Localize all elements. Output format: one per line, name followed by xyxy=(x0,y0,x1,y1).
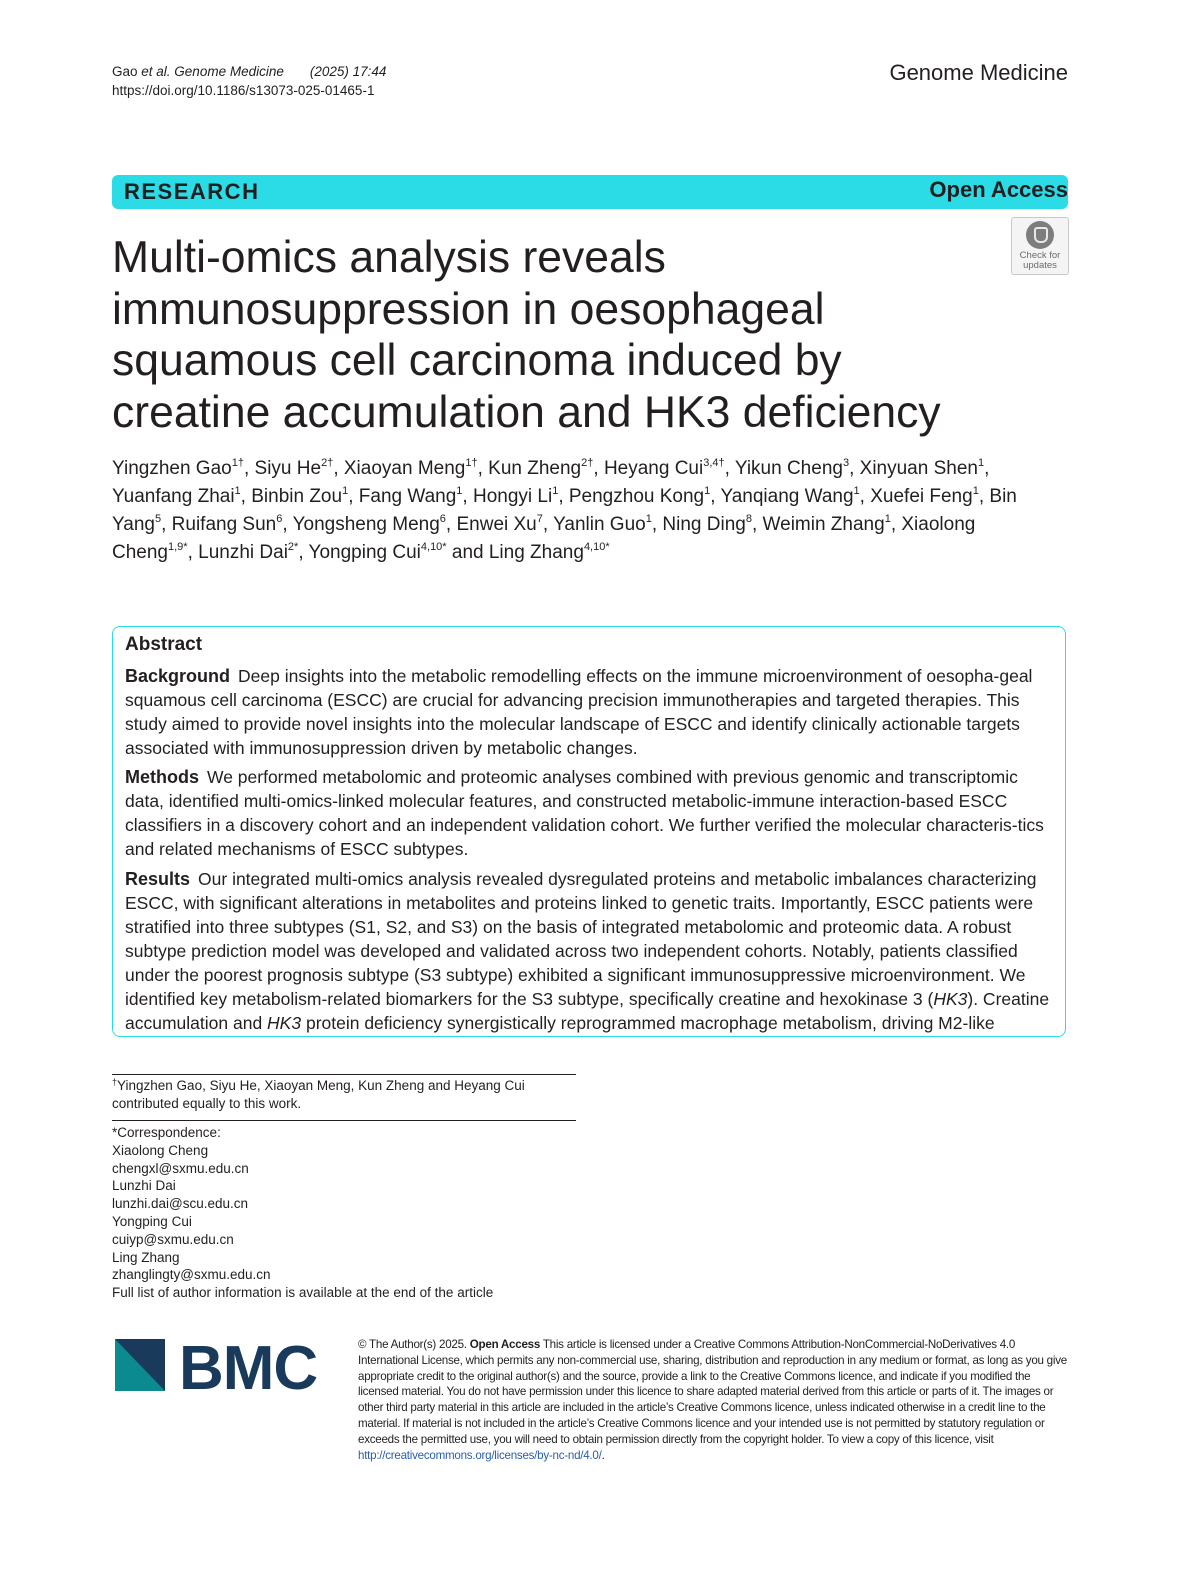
author-affiliation: 6 xyxy=(276,513,283,525)
bmc-logo-text: BMC xyxy=(179,1338,318,1392)
citation-year-volume: (2025) 17:44 xyxy=(309,64,387,79)
citation-journal: et al. Genome Medicine xyxy=(141,64,284,79)
citation-header xyxy=(112,62,386,100)
correspondent-email[interactable]: chengxl@sxmu.edu.cn xyxy=(112,1160,249,1176)
abstract-methods xyxy=(125,765,1057,861)
author-affiliation: 1 xyxy=(234,485,241,497)
license-end: . xyxy=(601,1448,605,1462)
correspondent-email[interactable]: lunzhi.dai@scu.edu.cn xyxy=(112,1196,249,1212)
author-affiliation: 3,4† xyxy=(703,457,725,469)
author-name[interactable]: Pengzhou Kong xyxy=(568,486,705,507)
background-label: Background xyxy=(125,666,231,686)
author-name[interactable]: Yongsheng Meng xyxy=(292,514,440,535)
author-affiliation: 1† xyxy=(465,457,478,469)
doi-link[interactable]: https://doi.org/10.1186/s13073-025-01465-1 xyxy=(112,83,375,98)
correspondent-name: Xiaolong Cheng xyxy=(112,1142,209,1158)
author-affiliation: 1 xyxy=(972,485,979,497)
citation-author: Gao xyxy=(112,64,142,79)
crossmark-icon xyxy=(1026,221,1054,249)
author xyxy=(473,486,558,507)
dagger-mark: † xyxy=(112,1077,118,1087)
author xyxy=(251,486,348,507)
author-name[interactable]: Weimin Zhang xyxy=(762,514,885,535)
author xyxy=(489,542,610,563)
journal-name: Genome Medicine xyxy=(889,60,1068,85)
author xyxy=(553,514,652,535)
author xyxy=(309,542,447,563)
author xyxy=(344,458,478,479)
license-open-access: Open Access xyxy=(469,1338,541,1351)
author xyxy=(359,486,463,507)
author-affiliation: 1 xyxy=(853,485,860,497)
article-title: Multi-omics analysis reveals immunosuppression in oesophageal squamous cell carcinoma induced by creatine accumulation and HK3 deficiency xyxy=(112,233,941,437)
footnote-divider xyxy=(112,1074,576,1075)
author-affiliation: 1 xyxy=(645,513,652,525)
author-name[interactable]: Ruifang Sun xyxy=(171,514,277,535)
author-name[interactable]: Lunzhi Dai xyxy=(198,542,288,563)
author xyxy=(112,458,244,479)
author-affiliation: 4,10* xyxy=(420,541,447,553)
author-name[interactable]: Yongping Cui xyxy=(308,542,421,563)
author-name[interactable]: Binbin Zou xyxy=(251,486,343,507)
author-name[interactable]: Hongyi Li xyxy=(472,486,553,507)
license-text xyxy=(358,1337,1070,1463)
author-name[interactable]: Xiaoyan Meng xyxy=(343,458,466,479)
author-name[interactable]: Kun Zheng xyxy=(488,458,582,479)
check-updates-text xyxy=(1012,251,1068,271)
author xyxy=(293,514,446,535)
author-affiliation: 7 xyxy=(536,513,543,525)
author xyxy=(662,514,752,535)
author-name[interactable]: Xuefei Feng xyxy=(870,486,973,507)
author-affiliation: 8 xyxy=(745,513,752,525)
correspondent-email[interactable]: zhanglingty@sxmu.edu.cn xyxy=(112,1267,271,1283)
copyright: © The Author(s) 2025. xyxy=(358,1338,467,1351)
author-info-note: Full list of author information is available at the end of the article xyxy=(112,1285,494,1301)
author xyxy=(255,458,334,479)
abstract-results xyxy=(125,867,1057,1035)
article-type-banner xyxy=(112,175,1068,209)
author xyxy=(763,514,891,535)
results-gene-2: HK3 xyxy=(267,1013,302,1033)
license-body: This article is licensed under a Creative Commons Attribution-NonCommercial-NoDerivatives 4.0 International License, which permits any non-commercial use, sharing, distribution and reproduction in any medium or format, as long as you give appropriate credit to the original author(s) and the source, provide a link to the Creative Commons licence, and indicate if you modified the licensed material. You do not have permission under this licence to share adapted material derived from this article or parts of it. The images or other third party material in this article are included in the article’s Creative Commons licence, unless indicated otherwise in a credit line to the material. If material is not included in the article’s Creative Commons licence and your intended use is not permitted by statutory regulation or exceeds the permitted use, you will need to obtain permission directly from the copyright holder. To view a copy of this licence, visit xyxy=(358,1338,1067,1446)
author-affiliation: 1 xyxy=(884,513,891,525)
correspondence-divider xyxy=(112,1120,576,1121)
bmc-logo xyxy=(115,1338,327,1392)
author xyxy=(569,486,710,507)
author-name[interactable]: Ling Zhang xyxy=(488,542,584,563)
author-name[interactable]: Yanlin Guo xyxy=(553,514,646,535)
author-name[interactable]: Xiaolong Cheng xyxy=(112,514,976,563)
author xyxy=(860,458,984,479)
author-affiliation: 6 xyxy=(439,513,446,525)
author-name[interactable]: Fang Wang xyxy=(358,486,457,507)
author-affiliation: 2† xyxy=(321,457,334,469)
article-type: RESEARCH xyxy=(124,179,260,204)
license-link[interactable]: http://creativecommons.org/licenses/by-nc-nd/4.0/ xyxy=(358,1448,602,1462)
check-for-updates-button[interactable] xyxy=(1011,217,1069,275)
author-name[interactable]: Yanqiang Wang xyxy=(720,486,854,507)
equal-contribution-note xyxy=(112,1077,552,1113)
results-text-1: Our integrated multi-omics analysis revealed dysregulated proteins and metabolic imbalances characterizing ESCC, with significant alterations in metabolites and proteins linked to genetic traits. Importantly, ESCC patients were stratified into three subtypes (S1, S2, and S3) on the basis of integrated metabolomic and proteomic data. A robust subtype prediction model was developed and validated across two independent cohorts. Notably, patients classified under the poorest prognosis subtype (S3 subtype) exhibited a significant immunosuppressive microenvironment. We identified key metabolism-related biomarkers for the S3 subtype, specifically creatine and hexokinase 3 ( xyxy=(125,869,1037,1009)
correspondence-label: *Correspondence: xyxy=(112,1125,221,1140)
author-affiliation: 1 xyxy=(342,485,349,497)
author xyxy=(456,514,542,535)
correspondent-email[interactable]: cuiyp@sxmu.edu.cn xyxy=(112,1231,234,1247)
author-affiliation: 3 xyxy=(842,457,850,469)
methods-text: We performed metabolomic and proteomic analyses combined with previous genomic and transcriptomic data, identified multi-omics-linked molecular features, and constructed metabolic-immune interaction-based ESCC classifiers in a discovery cohort and an independent validation cohort. We further verified the molecular characteris-tics and related mechanisms of ESCC subtypes. xyxy=(125,767,1044,859)
author-name[interactable]: Yuanfang Zhai xyxy=(112,486,235,507)
abstract-background xyxy=(125,664,1057,760)
author xyxy=(735,458,849,479)
author-affiliation: 1† xyxy=(231,457,244,469)
results-text-2: ). Creatine accumulation and xyxy=(125,989,1050,1033)
results-gene-1: HK3 xyxy=(933,989,968,1009)
author-affiliation: 1 xyxy=(704,485,711,497)
author-affiliation: 5 xyxy=(154,513,162,525)
open-access-label: Open Access xyxy=(929,177,1068,202)
author-affiliation: 1 xyxy=(552,485,559,497)
author-name[interactable]: Yikun Cheng xyxy=(734,458,843,479)
author-name[interactable]: Bin Yang xyxy=(112,486,1017,535)
author xyxy=(488,458,593,479)
correspondent-name: Yongping Cui xyxy=(112,1213,192,1229)
author xyxy=(172,514,283,535)
check-updates-line2: updates xyxy=(1023,260,1057,271)
abstract-heading: Abstract xyxy=(125,634,203,655)
methods-label: Methods xyxy=(125,767,199,787)
author-name[interactable]: Enwei Xu xyxy=(456,514,537,535)
author-name[interactable]: Ning Ding xyxy=(662,514,746,535)
author-list: Yingzhen Gao$^{1\dagger}$, Siyu $He^{2\dagger}$, Xiaoyan Meng$^{1\dagger}$, Kun Zheng$^{2\dagger}$, Heyang Cui$^{3,4\dagger}$, Yikun Cheng$^3$, Xinyuan Shen$^1$, Yuanfang Zhai$^1$, Binbin Zou$^1$, Fang Wang$^1$, Hongyi Li$^1$, Pengzhou Kong$^1$, Yanqiang Wang$^1$, Xuefei Feng$^1$, Bin Yang$^5$, Ruifang Sun$^6$, Yongsheng Meng$^6$, Enwei Xu$^7$, Yanlin Guo$^1$, Ning Ding$^8$, Weimin Zhang$^1$, Xiaolong Cheng$^{1,9*}$, Lunzhi Dai$^{2*}$, Yongping Cui$^{4,10*}$ and Ling Zhang$^{4,10*}$ xyxy=(112,457,1017,563)
correspondent-name: Lunzhi Dai xyxy=(112,1178,176,1194)
author-name[interactable]: Yingzhen Gao xyxy=(112,458,232,479)
author xyxy=(604,458,725,479)
author-affiliation: 1,9* xyxy=(168,541,188,553)
author-affiliation: 2† xyxy=(581,457,594,469)
correspondence-block xyxy=(112,1124,493,1302)
abstract-box xyxy=(112,626,1066,1037)
results-text-3: protein deficiency synergistically reprogrammed macrophage metabolism, driving M2-like xyxy=(301,1013,995,1033)
author xyxy=(720,486,859,507)
correspondent-name: Ling Zhang xyxy=(112,1249,180,1265)
author xyxy=(112,486,241,507)
author-affiliation: 2* xyxy=(287,541,299,553)
author-name[interactable]: Xinyuan Shen xyxy=(859,458,978,479)
check-updates-line1: Check for xyxy=(1019,250,1061,261)
author-affiliation: 1 xyxy=(977,457,985,469)
author-affiliation: 4,10* xyxy=(583,541,610,553)
author xyxy=(198,542,298,563)
author-name[interactable]: Heyang Cui xyxy=(603,458,704,479)
author-name[interactable]: Siyu He xyxy=(254,458,322,479)
author-affiliation: 1 xyxy=(456,485,463,497)
background-text: Deep insights into the metabolic remodelling effects on the immune microenvironment of oesopha-geal squamous cell carcinoma (ESCC) are crucial for advancing precision immunotherapies and targeted therapies. This study aimed to provide novel insights into the molecular landscape of ESCC and identify clinically actionable targets associated with immunosuppression driven by metabolic changes. xyxy=(125,666,1033,758)
author xyxy=(870,486,979,507)
equal-contribution-text: Yingzhen Gao, Siyu He, Xiaoyan Meng, Kun Zheng and Heyang Cui contributed equally to this work. xyxy=(112,1078,525,1111)
results-label: Results xyxy=(125,869,191,889)
